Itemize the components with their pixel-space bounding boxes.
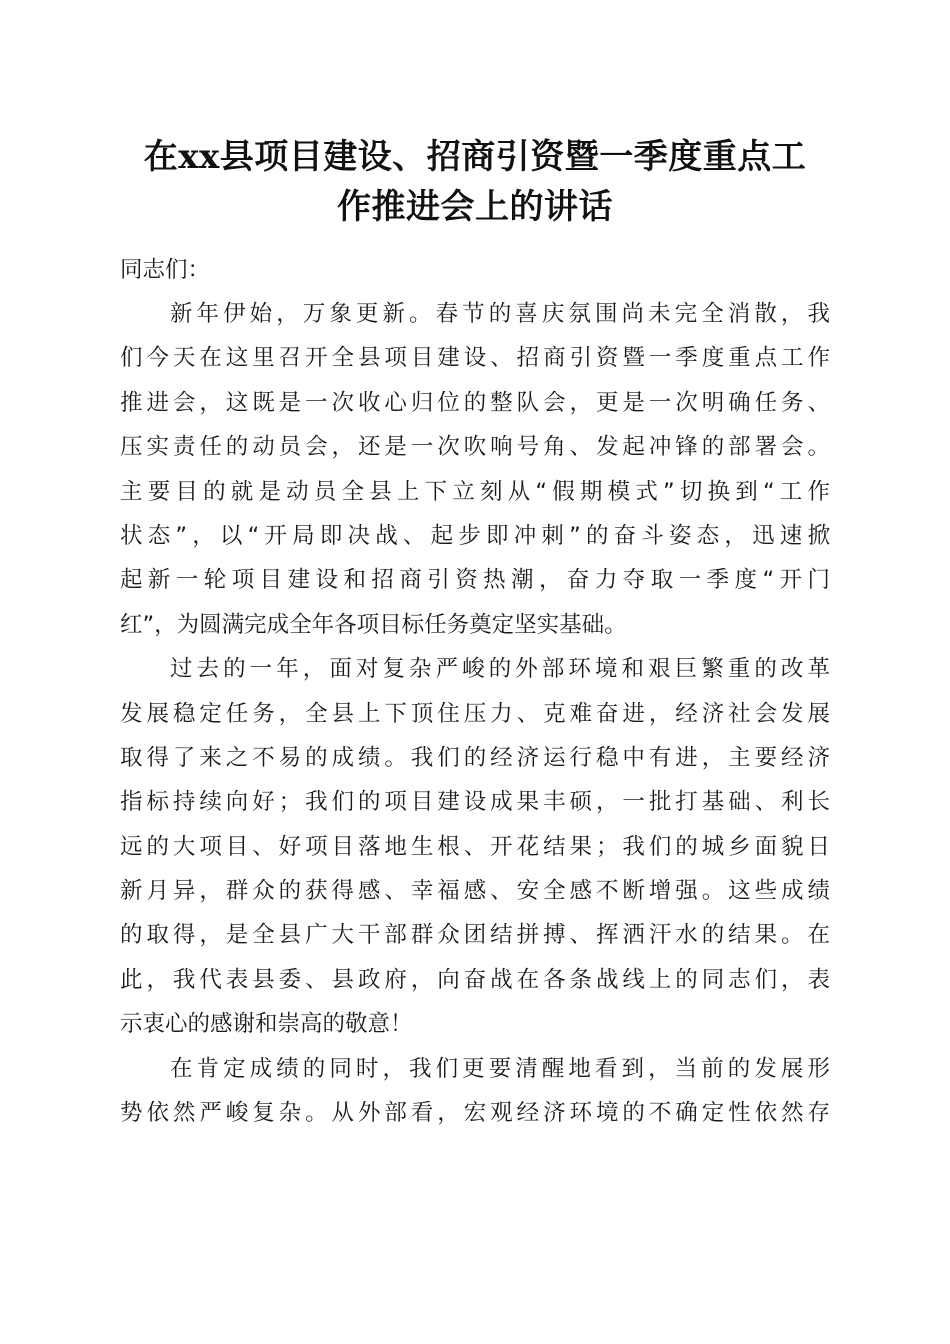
text-line: 红”，为圆满完成全年各项目标任务奠定坚实基础。 <box>120 611 627 638</box>
text-line: 指标持续向好；我们的项目建设成果丰硕，一批打基础、利长 <box>120 789 830 816</box>
text-line: 过去的一年，面对复杂严峻的外部环境和艰巨繁重的改革 <box>170 656 830 683</box>
title-line: 在xx县项目建设、招商引资暨一季度重点工 <box>143 137 807 177</box>
title-line: 作推进会上的讲话 <box>337 187 613 227</box>
text-line: 在肯定成绩的同时，我们更要清醒地看到，当前的发展形 <box>170 1055 830 1082</box>
text-line: 起新一轮项目建设和招商引资热潮，奋力夺取一季度“开门 <box>120 567 830 594</box>
text-line: 势依然严峻复杂。从外部看，宏观经济环境的不确定性依然存 <box>120 1100 830 1127</box>
text-line: 新年伊始，万象更新。春节的喜庆氛围尚未完全消散，我 <box>170 301 830 327</box>
text-line: 取得了来之不易的成绩。我们的经济运行稳中有进，主要经济 <box>120 744 830 771</box>
salutation: 同志们： <box>120 257 211 283</box>
text-line: 的取得，是全县广大干部群众团结拼搏、挥洒汗水的结果。在 <box>120 922 830 949</box>
text-line: 发展稳定任务，全县上下顶住压力、克难奋进，经济社会发展 <box>120 700 830 727</box>
text-line: 示衷心的感谢和崇高的敬意！ <box>120 1011 413 1038</box>
paragraph-3 <box>120 1047 830 1136</box>
text-line: 此，我代表县委、县政府，向奋战在各条战线上的同志们，表 <box>120 966 830 993</box>
text-line: 们今天在这里召开全县项目建设、招商引资暨一季度重点工作 <box>120 345 830 372</box>
text-line: 状态”，以“开局即决战、起步即冲刺”的奋斗姿态，迅速掀 <box>120 522 830 549</box>
paragraph-2 <box>120 647 830 1047</box>
text-line: 推进会，这既是一次收心归位的整队会，更是一次明确任务、 <box>120 389 830 416</box>
document-title <box>110 132 840 232</box>
text-line: 新月异，群众的获得感、幸福感、安全感不断增强。这些成绩 <box>120 878 830 905</box>
text-line: 远的大项目、好项目落地生根、开花结果；我们的城乡面貌日 <box>120 833 830 860</box>
paragraph-1 <box>120 292 830 647</box>
text-line: 主要目的就是动员全县上下立刻从“假期模式”切换到“工作 <box>120 478 830 505</box>
document-body <box>120 248 830 1135</box>
text-line: 压实责任的动员会，还是一次吹响号角、发起冲锋的部署会。 <box>120 434 830 461</box>
